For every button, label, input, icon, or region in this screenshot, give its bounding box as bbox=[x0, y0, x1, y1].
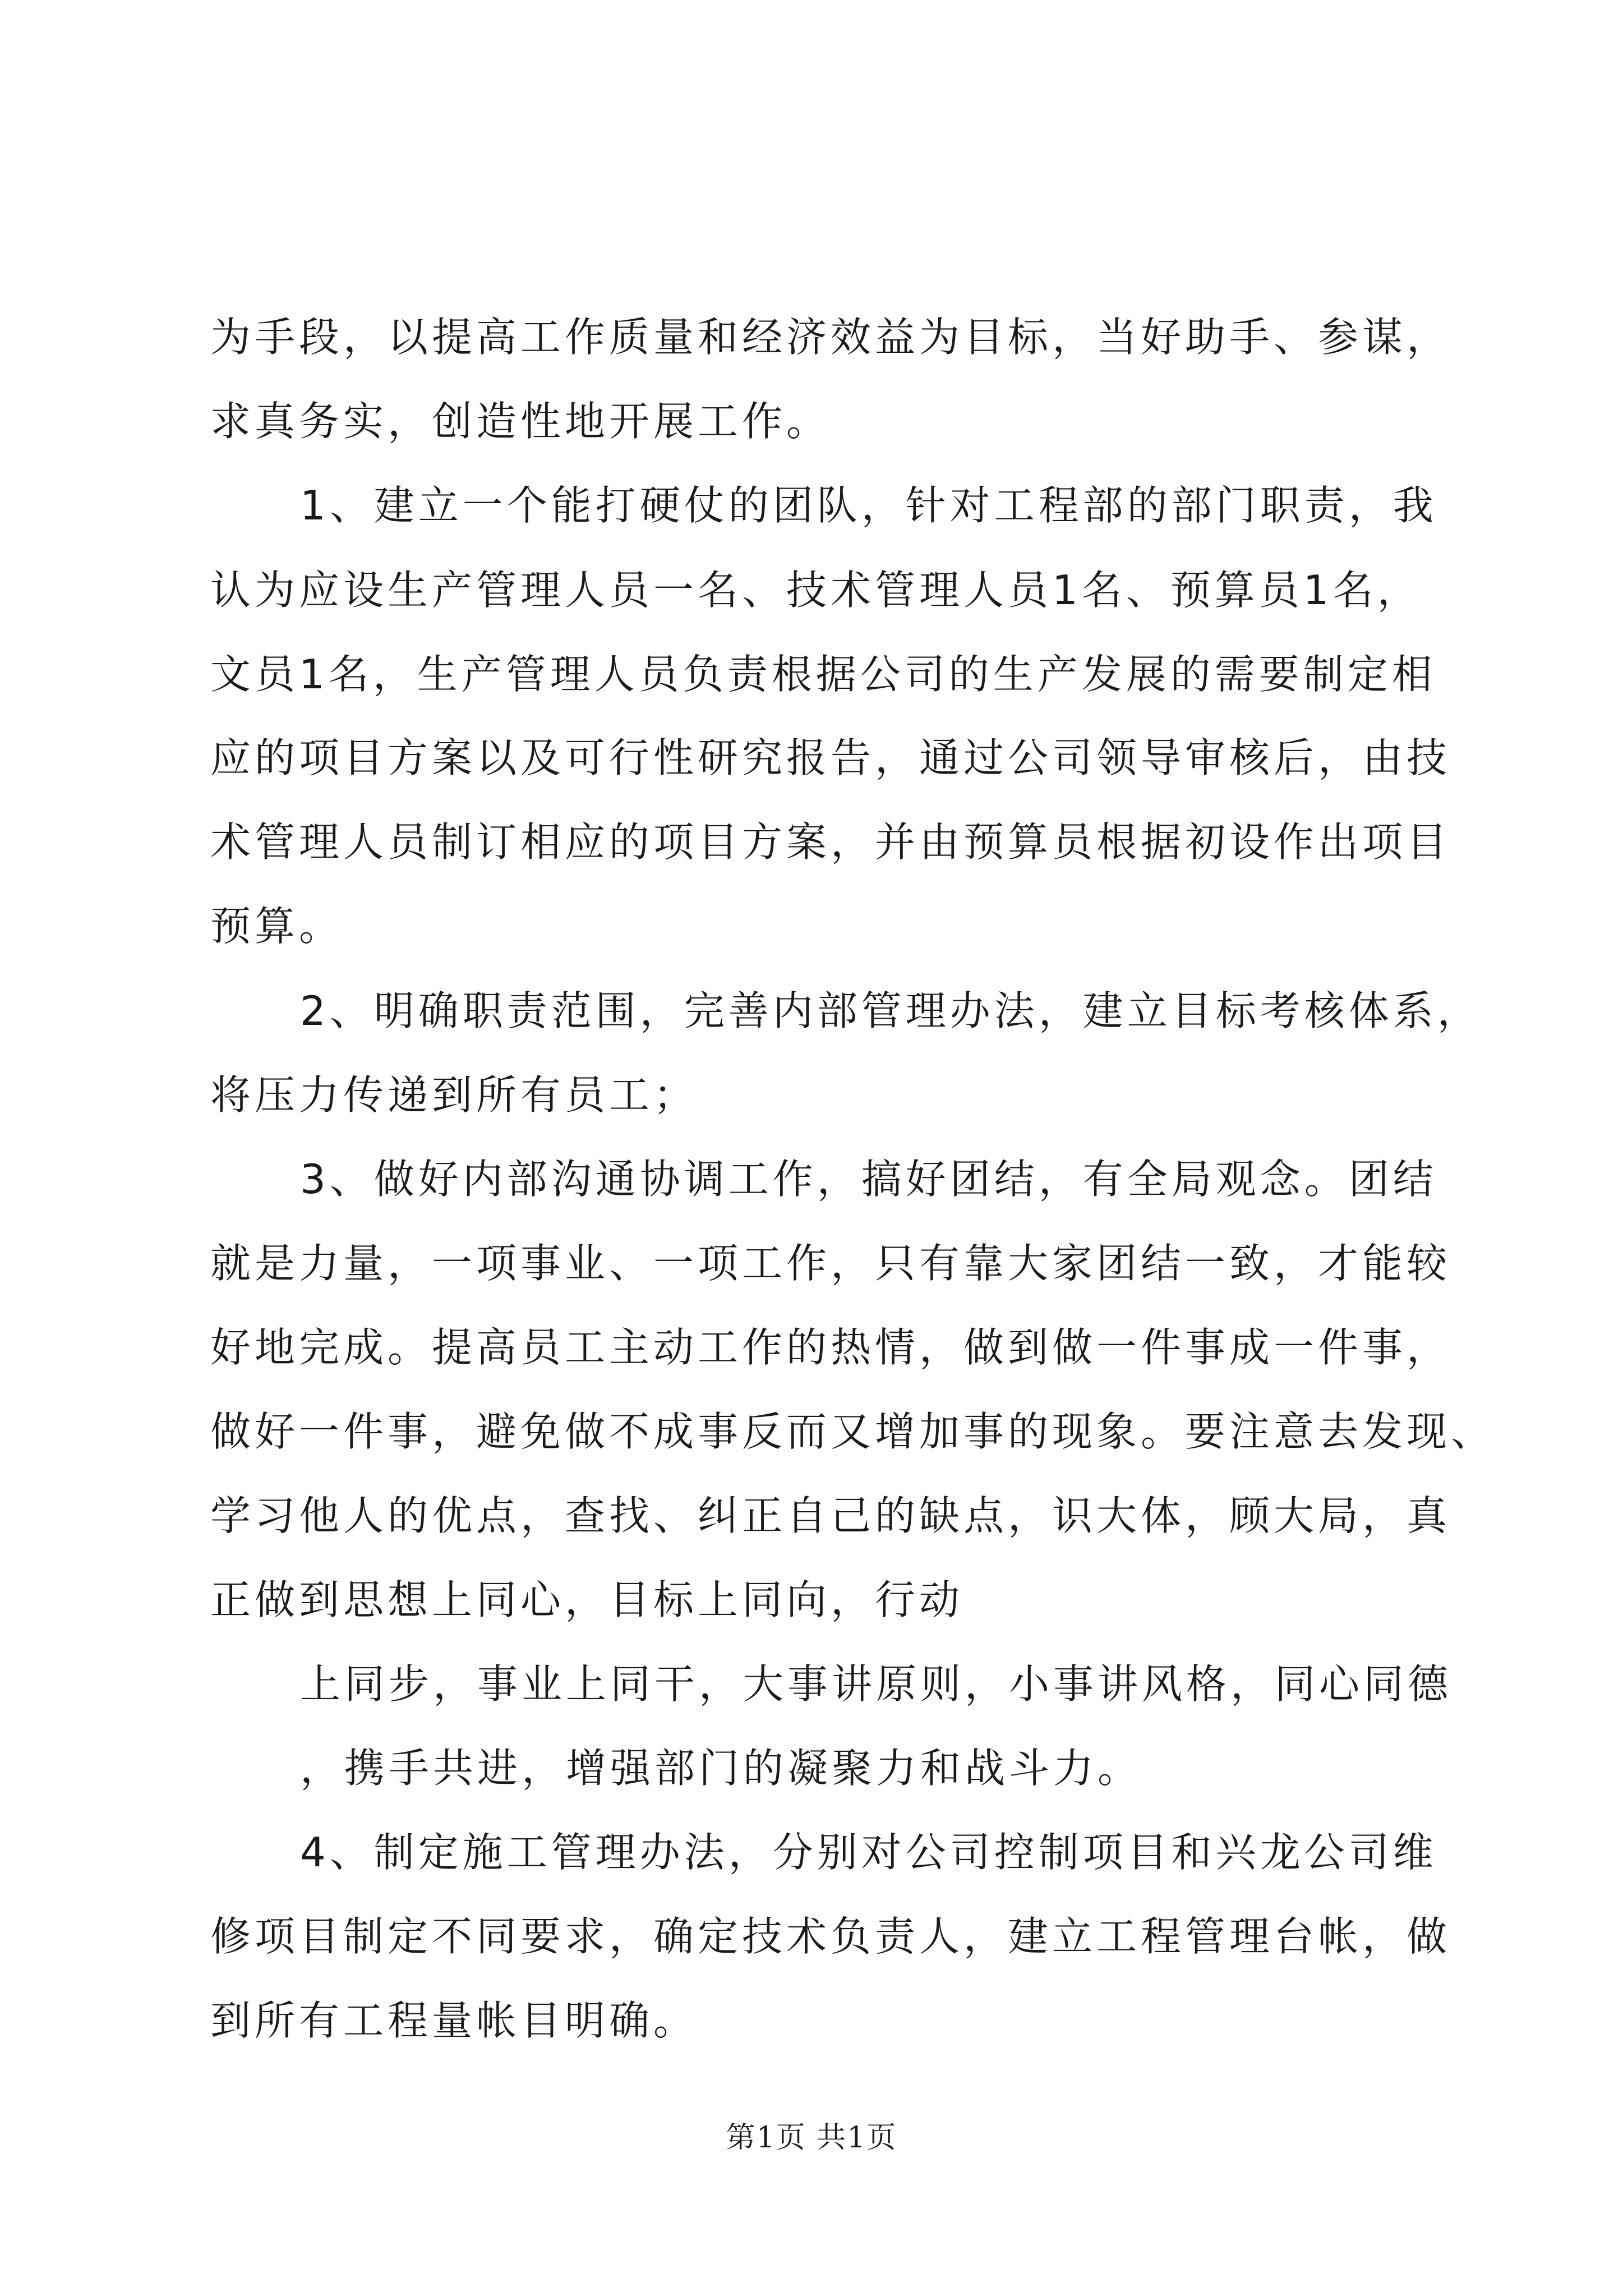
text-line: 文员1名，生产管理人员负责根据公司的生产发展的需要制定相 bbox=[210, 651, 1436, 698]
text-line: 预算。 bbox=[210, 903, 344, 950]
page-footer: 第1页 共1页 bbox=[726, 2121, 897, 2155]
text-line: 术管理人员制订相应的项目方案，并由预算员根据初设作出项目 bbox=[210, 818, 1451, 866]
text-line: 就是力量，一项事业、一项工作，只有靠大家团结一致，才能较 bbox=[210, 1240, 1451, 1287]
text-line: 上同步，事业上同干，大事讲原则，小事讲风格，同心同德 bbox=[300, 1660, 1453, 1708]
text-line: ，携手共进，增强部门的凝聚力和战斗力。 bbox=[300, 1745, 1142, 1792]
text-line: 为手段，以提高工作质量和经济效益为目标，当好助手、参谋， bbox=[210, 314, 1451, 361]
text-line: 将压力传递到所有员工； bbox=[210, 1071, 698, 1119]
text-line: 修项目制定不同要求，确定技术负责人，建立工程管理台帐，做 bbox=[210, 1913, 1451, 1960]
text-line: 认为应设生产管理人员一名、技术管理人员1名、预算员1名， bbox=[210, 567, 1422, 614]
text-line: 3、做好内部沟通协调工作，搞好团结，有全局观念。团结 bbox=[300, 1156, 1437, 1203]
text-line: 到所有工程量帐目明确。 bbox=[210, 1997, 698, 2044]
text-line: 1、建立一个能打硬仗的团队，针对工程部的部门职责，我 bbox=[300, 482, 1437, 529]
text-line: 正做到思想上同心，目标上同向，行动 bbox=[210, 1576, 964, 1623]
text-line: 好地完成。提高员工主动工作的热情，做到做一件事成一件事， bbox=[210, 1324, 1451, 1371]
text-line: 做好一件事，避免做不成事反而又增加事的现象。要注意去发现、 bbox=[210, 1408, 1496, 1455]
text-line: 求真务实，创造性地开展工作。 bbox=[210, 398, 831, 445]
text-line: 学习他人的优点，查找、纠正自己的缺点，识大体，顾大局，真 bbox=[210, 1492, 1451, 1539]
text-line: 应的项目方案以及可行性研究报告，通过公司领导审核后，由技 bbox=[210, 734, 1451, 781]
text-line: 2、明确职责范围，完善内部管理办法，建立目标考核体系， bbox=[300, 987, 1482, 1034]
text-line: 4、制定施工管理办法，分别对公司控制项目和兴龙公司维 bbox=[300, 1829, 1437, 1876]
